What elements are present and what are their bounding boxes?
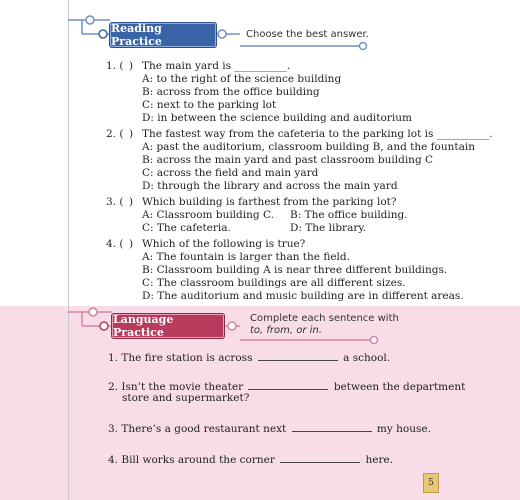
option: A: to the right of the science building xyxy=(142,73,342,85)
page-number: 5 xyxy=(423,473,439,493)
option: D: The library. xyxy=(290,222,367,234)
reading-practice-banner: Reading Practice xyxy=(110,23,216,47)
option: C: across the field and main yard xyxy=(142,167,319,179)
question-number: 4. ( xyxy=(106,238,124,250)
language-item-2-continued: store and supermarket? xyxy=(122,392,250,404)
option: D: The auditorium and music building are in different areas. xyxy=(142,290,464,302)
question-number: 3. ( xyxy=(106,196,124,208)
language-item-2: 2. Isn’t the movie theater between the department xyxy=(108,381,466,393)
language-item-3: 3. There’s a good restaurant next my house. xyxy=(108,423,431,435)
option: C: The classroom buildings are all different sizes. xyxy=(142,277,406,289)
option: A: The fountain is larger than the field. xyxy=(142,251,350,263)
option: C: The cafeteria. xyxy=(142,222,231,234)
question-number: 2. ( xyxy=(106,128,124,140)
answer-blank[interactable] xyxy=(248,379,328,390)
answer-blank[interactable] xyxy=(280,452,360,463)
reading-instruction: Choose the best answer. xyxy=(246,29,369,40)
language-item-1: 1. The fire station is across a school. xyxy=(108,352,391,364)
question-stem: The main yard is __________. xyxy=(142,60,291,72)
question-number: 1. ( xyxy=(106,60,124,72)
language-practice-banner: Language Practice xyxy=(112,314,224,338)
language-instruction: Complete each sentence with to, from, or in. xyxy=(250,313,399,336)
question-stem: Which of the following is true? xyxy=(142,238,306,250)
option: D: through the library and across the main yard xyxy=(142,180,398,192)
option: A: Classroom building C. xyxy=(142,209,274,221)
answer-blank[interactable] xyxy=(292,421,372,432)
option: C: next to the parking lot xyxy=(142,99,277,111)
question-stem: Which building is farthest from the parking lot? xyxy=(142,196,397,208)
option: D: in between the science building and auditorium xyxy=(142,112,412,124)
option: B: across from the office building xyxy=(142,86,320,98)
language-item-4: 4. Bill works around the corner here. xyxy=(108,454,394,466)
question-stem: The fastest way from the cafeteria to the parking lot is __________. xyxy=(142,128,493,140)
option: B: Classroom building A is near three different buildings. xyxy=(142,264,448,276)
option: B: The office building. xyxy=(290,209,408,221)
option: B: across the main yard and past classroom building C xyxy=(142,154,434,166)
option: A: past the auditorium, classroom building B, and the fountain xyxy=(142,141,476,153)
answer-blank[interactable] xyxy=(258,350,338,361)
